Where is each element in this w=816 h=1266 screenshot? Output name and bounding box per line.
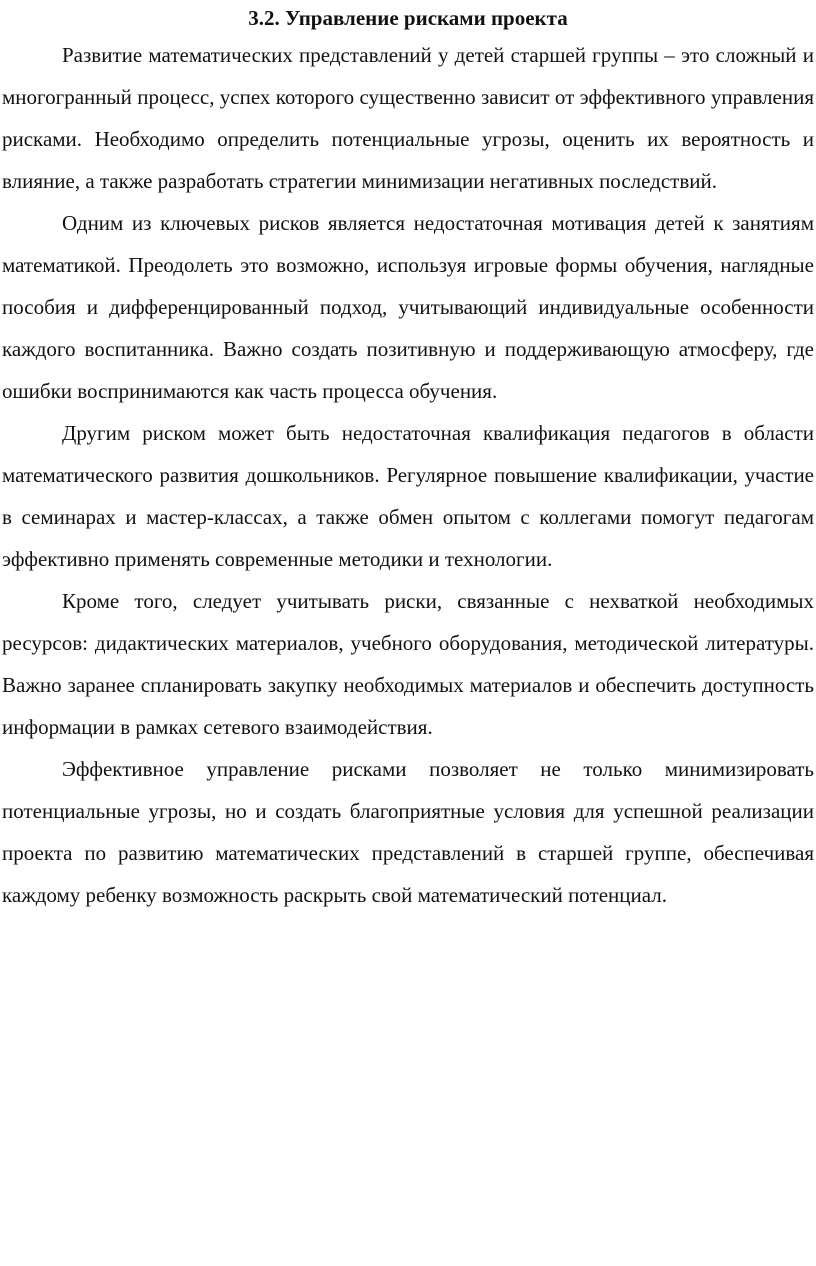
paragraph-intro: Развитие математических представлений у детей старшей группы – это сложный и многогранный процесс, успех которого существенно зависит от эффективного управления рисками. Необходимо определить потенциальные угрозы, оценить их вероятность и влияние, а также разработать стратегии минимизации негативных последствий. — [2, 43, 814, 193]
section-title: 3.2. Управление рисками проекта — [248, 6, 568, 30]
paragraph-qualification-risk: Другим риском может быть недостаточная квалификация педагогов в области математического развития дошкольников. Регулярное повышение квалификации, участие в семинарах и мастер-классах, а также обмен опытом с коллегами помогут педагогам эффективно применять современные методики и технологии. — [2, 421, 814, 571]
paragraph-conclusion: Эффективное управление рисками позволяет не только минимизировать потенциальные угрозы, но и создать благоприятные условия для успешной реализации проекта по развитию математических представлений в старшей группе, обеспечивая каждому ребенку возможность раскрыть свой математический потенциал. — [2, 757, 814, 907]
paragraph-motivation-risk: Одним из ключевых рисков является недостаточная мотивация детей к занятиям математикой. Преодолеть это возможно, используя игровые формы обучения, наглядные пособия и дифференцированный подход, учитывающий индивидуальные особенности каждого воспитанника. Важно создать позитивную и поддерживающую атмосферу, где ошибки воспринимаются как часть процесса обучения. — [2, 211, 814, 403]
paragraph-resources-risk: Кроме того, следует учитывать риски, связанные с нехваткой необходимых ресурсов: дидактических материалов, учебного оборудования, методической литературы. Важно заранее спланировать закупку необходимых материалов и обеспечить доступность информации в рамках сетевого взаимодействия. — [2, 589, 814, 739]
